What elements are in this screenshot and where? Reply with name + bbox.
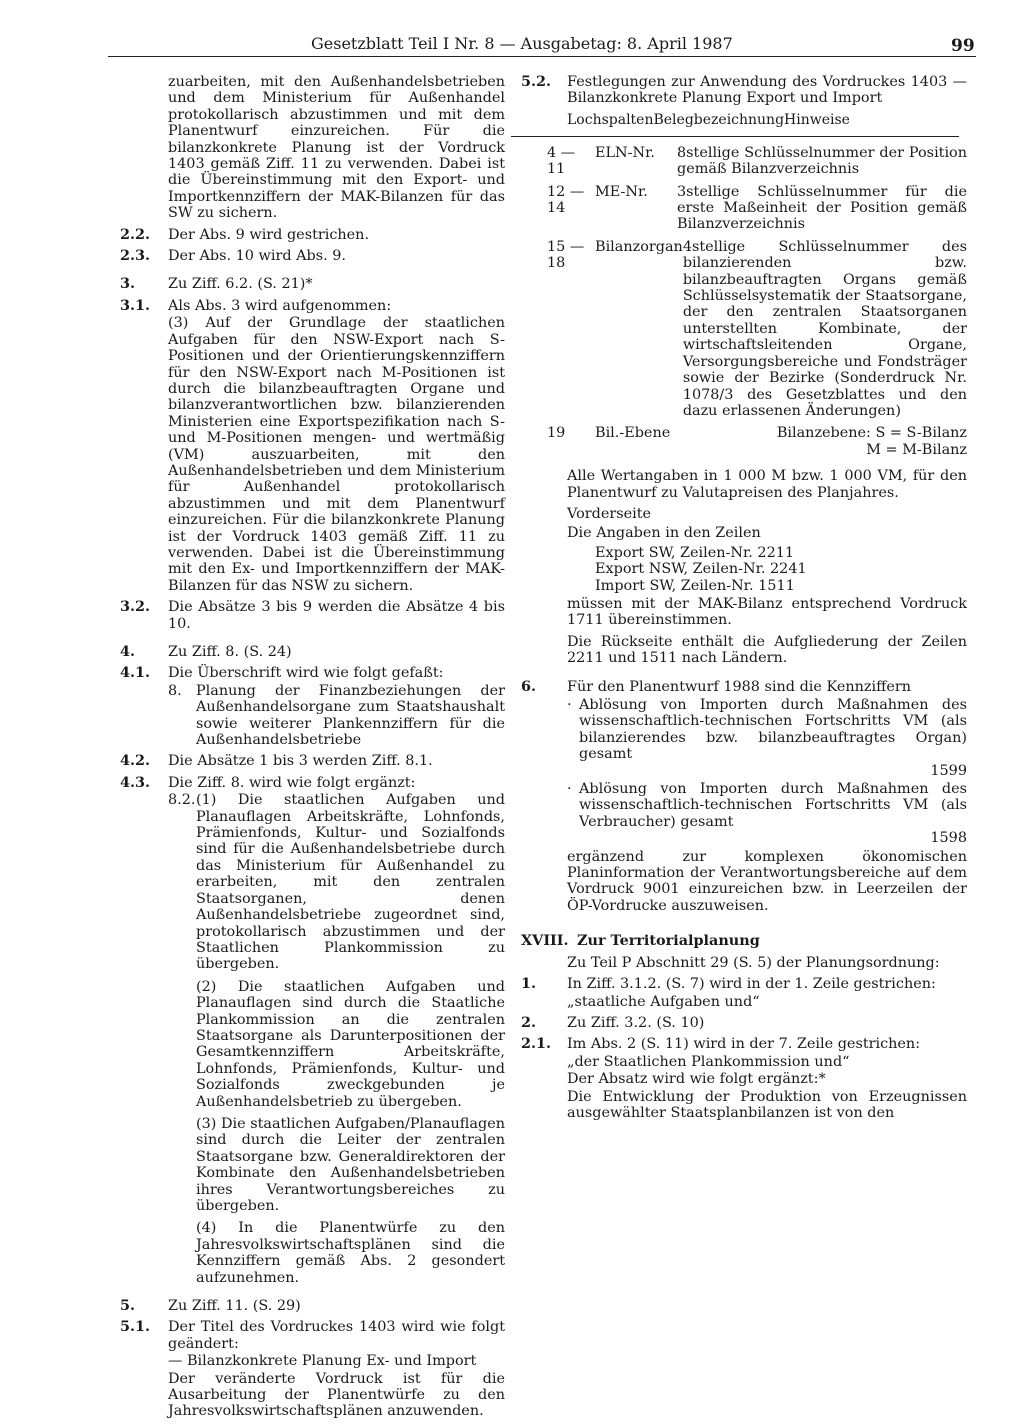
section-text: Zu Ziff. 11. (S. 29): [168, 1298, 301, 1315]
table-rule: [511, 136, 959, 137]
subsection-text: Planung der Finanzbeziehungen der Außenhandelsorgane zum Staatshaushalt sowie weiterer Plankennziffern für die Außenhandelsbetriebe: [196, 682, 505, 749]
paragraph-body: Die Angaben in den Zeilen: [567, 525, 761, 542]
list-item: Export SW, Zeilen-Nr. 2211: [595, 544, 795, 561]
table-cell: 15 — 18: [547, 238, 585, 272]
paragraph-body: müssen mit der MAK-Bilanz entsprechend Vordruck 1711 übereinstimmen.: [567, 595, 967, 629]
kennziffer-number: 1599: [930, 762, 967, 779]
section-number: 2.1.: [521, 1035, 552, 1053]
table-cell: Bilanzebene: S = S-Bilanz: [776, 425, 967, 442]
section-number: 6.: [521, 677, 537, 695]
paragraph-body: Der Absatz wird wie folgt ergänzt:*: [567, 1071, 826, 1088]
section-number: 3.2.: [120, 598, 151, 616]
paragraph-body: Zu Teil P Abschnitt 29 (S. 5) der Planungsordnung:: [567, 954, 940, 971]
quoted-text: „der Staatlichen Plankommission und“: [567, 1053, 850, 1070]
left-column: [120, 74, 505, 1425]
paragraph-body: Die Rückseite enthält die Aufgliederung der Zeilen 2211 und 1511 nach Ländern.: [567, 633, 967, 667]
quoted-text: „staatliche Aufgaben und“: [567, 993, 760, 1010]
table-cell: 8stellige Schlüsselnummer der Position gemäß Bilanzverzeichnis: [677, 144, 967, 178]
table-cell: M = M-Bilanz: [866, 441, 967, 458]
section-text: Der Abs. 10 wird Abs. 9.: [168, 248, 346, 265]
header-rule: [108, 56, 976, 57]
section-text: Als Abs. 3 wird aufgenommen:: [168, 297, 392, 314]
list-item: Export NSW, Zeilen-Nr. 2241: [595, 561, 807, 578]
dash-item: — Bilanzkonkrete Planung Ex- und Import: [168, 1353, 477, 1370]
page-number: 99: [951, 36, 975, 56]
chapter-title: Zur Territorialplanung: [577, 932, 760, 950]
section-number: 5.1.: [120, 1318, 151, 1336]
table-row: [521, 239, 967, 419]
bullet-dot: ·: [567, 697, 572, 713]
section-number: 5.: [120, 1297, 136, 1315]
section-number: 4.: [120, 643, 136, 660]
paragraph-body: (3) Die staatlichen Aufgaben/Planauflagen sind durch die Leiter der zentralen Staatsorgane bzw. Generaldirektoren der Kombinate den Außenhandelsbetrieben ihres Verantwortungsbereiches zu übergeben.: [196, 1115, 505, 1214]
continuation-text: zuarbeiten, mit den Außenhandelsbetrieben und dem Ministerium für Außenhandel protokollarisch abzustimmen und mit dem Planentwurf einzureichen. Für die bilanzkonkrete Planung ist der Vordruck 1403 gemäß Ziff. 11 zu verwenden. Dabei ist die Übereinstimmung mit den Export- und Importkennziffern der MAK-Bilanzen für das SW zu sichern.: [168, 74, 505, 222]
table-cell: ELN-Nr.: [595, 144, 655, 161]
table-cell: 4 — 11: [547, 144, 576, 178]
table-row: [521, 184, 967, 233]
section-text: Zu Ziff. 3.2. (S. 10): [567, 1014, 705, 1031]
table-cell: Bil.-Ebene: [595, 425, 671, 442]
bullet-item: [567, 697, 967, 763]
section-text: Festlegungen zur Anwendung des Vordruckes 1403 — Bilanzkonkrete Planung Export und Import: [567, 74, 967, 107]
table-cell: 12 — 14: [547, 183, 585, 217]
page-header: [0, 34, 1024, 58]
paragraph-body: (3) Auf der Grundlage der staatlichen Aufgaben für den NSW-Export nach S-Positionen und der Orientierungskennziffern für den NSW-Export nach M-Positionen ist durch die bilanzbeauftragten Organe und bilanzverantwortlichen bzw. bilanzierenden Ministerien eine Exportspezifikation nach S- und M-Positionen mengen- und wertmäßig (VM) auszuarbeiten, mit den Außenhandelsbetrieben und dem Ministerium für Außenhandel protokollarisch abzustimmen und mit dem Planentwurf einzureichen. Für die bilanzkonkrete Planung ist der Vordruck 1403 gemäß Ziff. 11 zu verwenden. Dabei ist die Übereinstimmung mit den Ex- und Importkennziffern der MAK-Bilanzen für das NSW zu sichern.: [168, 315, 505, 594]
section-text: Die Absätze 3 bis 9 werden die Absätze 4 bis 10.: [168, 599, 505, 632]
bullet-text: Ablösung von Importen durch Maßnahmen des wissenschaftlich-technischen Fortschritts VM (als bilanzierendes bzw. bilanzbeauftragtes Organ) gesamt: [579, 697, 967, 763]
section-number: 4.2.: [120, 752, 151, 770]
section-text: Im Abs. 2 (S. 11) wird in der 7. Zeile gestrichen:: [567, 1036, 921, 1053]
paragraph-body: Alle Wertangaben in 1 000 M bzw. 1 000 VM, für den Planentwurf zu Valutapreisen des Planjahres.: [567, 468, 967, 501]
section-text: Die Absätze 1 bis 3 werden Ziff. 8.1.: [168, 753, 433, 770]
table-row: [521, 145, 967, 178]
table-cell: 4stellige Schlüsselnummer des bilanzierenden bzw. bilanzbeauftragten Organs gemäß Schlüsselsystematik der Staatsorgane, der den zentralen Staatsorganen unterstellten Kombinate, der wirtschaftsleitenden Organe, Versorgungsbereiche und Fondsträger sowie der Bezirke (Sonderdruck Nr. 1078/3 des Gesetzblattes und den dazu erlassenen Änderungen): [682, 238, 967, 419]
section-text: Die Ziff. 8. wird wie folgt ergänzt:: [168, 774, 416, 791]
subsection-number: 8.2.: [168, 792, 196, 809]
section-number: 2.3.: [120, 247, 151, 265]
subsection-text: (1) Die staatlichen Aufgaben und Planauflagen Arbeitskräfte, Lohnfonds, Prämienfonds, Kultur- und Sozialfonds sind für die Außenhandelsbetriebe durch das Ministerium für Außenhandel zu erarbeiten, mit den zentralen Staatsorganen, denen Außenhandelsbetriebe zugeordnet sind, protokollarisch abzustimmen und der Staatlichen Plankommission zu übergeben.: [196, 792, 505, 973]
kennziffer-number: 1598: [930, 830, 967, 847]
section-number: 4.1.: [120, 664, 151, 682]
subsection-number: 8.: [168, 682, 182, 699]
section-text: Der Abs. 9 wird gestrichen.: [168, 226, 370, 243]
section-number: 3.: [120, 275, 136, 293]
table-cell: 19: [547, 425, 566, 442]
section-text: Der Titel des Vordruckes 1403 wird wie folgt geändert:: [168, 1319, 505, 1352]
section-text: In Ziff. 3.1.2. (S. 7) wird in der 1. Zeile gestrichen:: [567, 976, 936, 993]
right-column: [521, 74, 967, 1126]
table-header: [521, 112, 967, 128]
paragraph-body: Die Entwicklung der Produktion von Erzeugnissen ausgewählter Staatsplanbilanzen ist von den: [567, 1088, 967, 1121]
bullet-item: [567, 781, 967, 830]
table-cell: Bilanzorgan: [595, 238, 683, 255]
table-header-cell: Lochspalten: [567, 111, 654, 128]
subsection: [168, 683, 505, 749]
chapter-number: XVIII.: [521, 932, 569, 950]
table-cell: ME-Nr.: [595, 183, 648, 200]
paragraph-body: Vorderseite: [567, 505, 652, 522]
bullet-dot: ·: [567, 781, 572, 798]
section-number: 3.1.: [120, 296, 151, 314]
list-item: Import SW, Zeilen-Nr. 1511: [595, 577, 795, 594]
paragraph-body: Der veränderte Vordruck ist für die Ausarbeitung der Planentwürfe zu den Jahresvolkswirtschaftsplänen anzuwenden.: [168, 1370, 505, 1420]
header-title: Gesetzblatt Teil I Nr. 8 — Ausgabetag: 8. April 1987: [311, 34, 733, 53]
section-text: Zu Ziff. 6.2. (S. 21)*: [168, 276, 313, 293]
section-number: 2.2.: [120, 225, 151, 243]
section-text: Für den Planentwurf 1988 sind die Kennziffern: [567, 678, 911, 695]
section-text: Die Überschrift wird wie folgt gefaßt:: [168, 665, 444, 682]
section-number: 1.: [521, 975, 537, 993]
table-cell: 3stellige Schlüsselnummer für die erste Maßeinheit der Position gemäß Bilanzverzeichnis: [677, 183, 967, 233]
zeilen-list: [567, 545, 967, 594]
table-header-cell: Belegbezeichnung: [653, 111, 785, 128]
section-number: 4.3.: [120, 773, 151, 791]
paragraph-body: (2) Die staatlichen Aufgaben und Planauflagen sind durch die Staatliche Plankommission an die zentralen Staatsorgane als Darunterpositionen der Gesamtkennziffern Arbeitskräfte, Lohnfonds, Prämienfonds, Kultur- und Sozialfonds zweckgebunden je Außenhandelsbetrieb zu übergeben.: [196, 978, 505, 1110]
table-header-cell: Hinweise: [784, 111, 850, 128]
section-text: Zu Ziff. 8. (S. 24): [168, 644, 292, 660]
table-row: [521, 425, 967, 458]
section-number: 2.: [521, 1013, 537, 1031]
section-number: 5.2.: [521, 73, 552, 90]
paragraph-body: ergänzend zur komplexen ökonomischen Planinformation der Verantwortungsbereiche auf dem Vordruck 9001 einzureichen bzw. in Leerzeilen der ÖP-Vordrucke auszuweisen.: [567, 848, 967, 914]
bullet-text: Ablösung von Importen durch Maßnahmen des wissenschaftlich-technischen Fortschritts VM (als Verbraucher) gesamt: [579, 781, 967, 830]
paragraph-body: (4) In die Planentwürfe zu den Jahresvolkswirtschaftsplänen sind die Kennziffern gemäß Abs. 2 gesondert aufzunehmen.: [196, 1220, 505, 1286]
